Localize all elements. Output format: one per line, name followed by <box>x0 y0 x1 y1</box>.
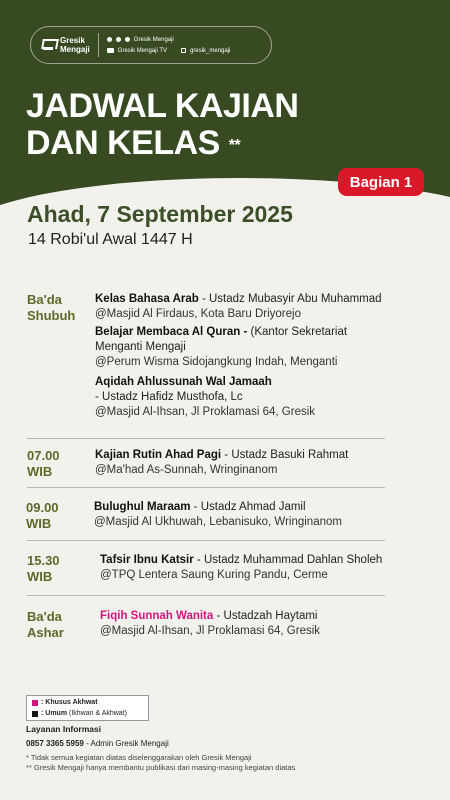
time-line1: 15.30 <box>27 553 60 568</box>
legend-umum-label: : Umum <box>41 710 68 717</box>
item-location: @Perum Wisma Sidojangkung Indah, Menganti <box>95 356 338 368</box>
black-square-icon <box>32 711 38 717</box>
item-location: @TPQ Lentera Saung Kuring Pandu, Cerme <box>100 569 328 581</box>
schedule-item <box>95 375 435 420</box>
item-location: @Masjid Al Firdaus, Kota Baru Driyorejo <box>95 308 301 320</box>
divider <box>27 438 385 439</box>
part-badge: Bagian 1 <box>338 168 424 196</box>
schedule-item <box>95 292 435 322</box>
legend-akhwat <box>32 697 143 708</box>
time-line2: WIB <box>27 569 53 584</box>
item-title: Tafsir Ibnu Katsir <box>100 554 194 566</box>
divider <box>27 595 385 596</box>
social-3-label: gresik_mengaji <box>190 47 231 54</box>
title-mark: ** <box>228 137 241 154</box>
social-1-label: Gresik Mengaji <box>133 36 174 43</box>
item-speaker: (Kantor Sekretariat <box>247 326 348 338</box>
item-speaker: - Ustadz Mubasyir Abu Muhammad <box>198 293 382 305</box>
session-time <box>27 553 60 585</box>
title-line2-wrap <box>26 125 298 162</box>
item-speaker: - Ustadzah Haytami <box>213 610 318 622</box>
brand-name-line1: Gresik <box>60 36 85 45</box>
item-speaker-cont: Menganti Mengaji <box>95 341 186 353</box>
item-speaker: - Ustadz Basuki Rahmat <box>221 449 349 461</box>
brand-name <box>60 36 90 54</box>
brand-logo <box>41 33 99 57</box>
legend-box <box>26 695 149 721</box>
session-time <box>27 292 75 324</box>
item-location: @Masjid Al-Ihsan, Jl Proklamasi 64, Gresik <box>95 406 316 418</box>
youtube-icon <box>107 48 114 53</box>
telegram-icon <box>125 37 130 42</box>
facebook-icon <box>107 37 112 42</box>
info-label: Layanan Informasi <box>26 724 102 734</box>
contact-phone[interactable]: 0857 3365 5959 <box>26 739 84 748</box>
session-time <box>26 500 59 532</box>
schedule-item <box>95 325 435 370</box>
session-time <box>27 609 64 641</box>
time-line1: 09.00 <box>26 500 59 515</box>
contact-admin: - Admin Gresik Mengaji <box>83 739 169 748</box>
footer <box>26 724 295 773</box>
item-title: Kelas Bahasa Arab <box>95 293 199 305</box>
footnote-2: ** Gresik Mengaji hanya membantu publikasi dari masing-masing kegiatan diatas <box>26 763 296 772</box>
social-2-label: Gresik Mengaji TV <box>117 47 168 54</box>
legend-umum-detail: (Ikhwan & Akhwat) <box>67 710 127 717</box>
schedule-item <box>100 609 440 639</box>
title-line2: DAN KELAS <box>26 124 220 162</box>
footnote-1: * Tidak semua kegiatan diatas diselenggarakan oleh Gresik Mengaji <box>26 753 252 762</box>
divider <box>27 540 385 541</box>
item-location: @Masjid Al Ukhuwah, Lebanisuko, Wringinanom <box>94 516 342 528</box>
item-location: @Masjid Al-Ihsan, Jl Proklamasi 64, Gresik <box>100 625 321 637</box>
social-links <box>99 35 231 56</box>
time-line2: Shubuh <box>27 308 76 323</box>
social-row-1[interactable] <box>107 35 231 45</box>
social-row-2[interactable] <box>107 46 231 56</box>
instagram-icon <box>181 48 186 53</box>
time-line1: Ba'da <box>27 609 62 624</box>
time-line2: WIB <box>26 516 52 531</box>
item-location: @Ma'had As-Sunnah, Wringinanom <box>95 464 278 476</box>
session-time <box>27 448 60 480</box>
brand-pill <box>30 26 272 64</box>
logo-icon <box>41 38 55 52</box>
item-title: Bulughul Maraam <box>94 501 191 513</box>
page-title <box>26 88 298 162</box>
item-title: Kajian Rutin Ahad Pagi <box>95 449 222 461</box>
schedule-item <box>94 500 434 530</box>
tiktok-icon <box>116 37 121 42</box>
gregorian-date: Ahad, 7 September 2025 <box>27 201 293 227</box>
time-line2: Ashar <box>27 625 64 640</box>
item-speaker: - Ustadz Ahmad Jamil <box>190 501 306 513</box>
item-speaker: - Ustadz Muhammad Dahlan Sholeh <box>193 554 383 566</box>
schedule-item <box>95 448 435 478</box>
item-title: Aqidah Ahlussunah Wal Jamaah <box>95 376 272 388</box>
time-line1: Ba'da <box>27 292 62 307</box>
legend-akhwat-label: : Khusus Akhwat <box>41 699 98 706</box>
item-speaker: - Ustadz Hafidz Musthofa, Lc <box>95 391 243 403</box>
item-title: Fiqih Sunnah Wanita <box>100 610 214 622</box>
divider <box>27 487 385 488</box>
contact-row[interactable] <box>26 738 295 749</box>
brand-name-line2: Mengaji <box>60 45 90 54</box>
title-line1: JADWAL KAJIAN <box>26 87 299 125</box>
item-title: Belajar Membaca Al Quran - <box>95 326 248 338</box>
pink-square-icon <box>32 700 38 706</box>
time-line1: 07.00 <box>27 448 60 463</box>
schedule-item <box>100 553 440 583</box>
time-line2: WIB <box>27 464 53 479</box>
legend-umum <box>32 708 143 719</box>
hijri-date: 14 Robi'ul Awal 1447 H <box>28 231 193 248</box>
